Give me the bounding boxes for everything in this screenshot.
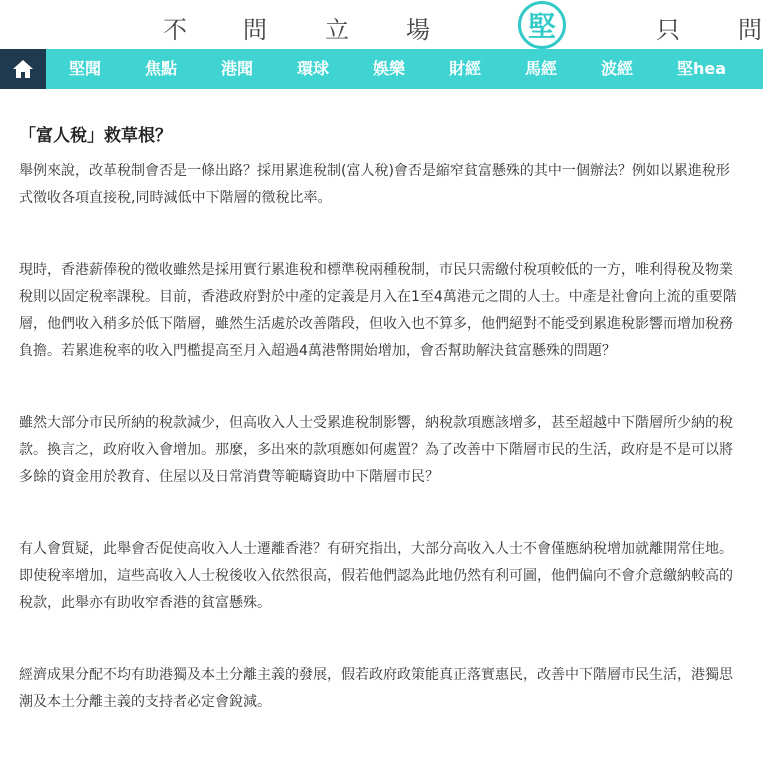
slogan-char: 場 [406,16,430,44]
article-paragraph: 有人會質疑，此舉會否促使高收入人士遷離香港？有研究指出，大部分高收入人士不會僅應納稅增加就離開常住地。即使稅率增加，這些高收入人士稅後收入依然很高，假若他們認為此地仍然有利可圖，他們偏向不會介意繳納較高的稅款，此舉亦有助收窄香港的貧富懸殊。 [19,541,733,611]
main-nav [0,49,763,89]
nav-item-racing[interactable]: 馬經 [525,59,558,78]
nav-item-kin-hea[interactable]: 堅hea [677,59,727,78]
slogan-char: 問 [738,16,762,44]
nav-item-focus[interactable]: 焦點 [145,59,178,78]
article-body [19,124,743,716]
article-section-title: 「富人稅」救草根？ [19,126,172,146]
slogan-char: 問 [243,16,267,44]
slogan-char: 不 [163,16,187,44]
nav-item-kin-news[interactable]: 堅聞 [69,59,102,78]
home-button[interactable] [0,49,46,89]
slogan-char: 只 [656,16,680,44]
nav-item-entertainment[interactable]: 娛樂 [373,59,406,78]
nav-item-world[interactable]: 環球 [297,59,330,78]
slogan-char: 立 [325,16,349,44]
article-paragraph: 舉例來說，改革稅制會否是一條出路？採用累進稅制(富人稅)會否是縮窄貧富懸殊的其中一個辦法？例如以累進稅形式徵收各項直接稅,同時減低中下階層的徵稅比率。 [19,163,730,206]
site-header [0,0,763,48]
site-logo[interactable] [518,1,566,49]
article-paragraph: 現時，香港薪俸稅的徵收雖然是採用實行累進稅和標準稅兩種稅制，市民只需繳付稅項較低的一方，唯利得稅及物業稅則以固定稅率課稅。目前，香港政府對於中產的定義是月入在1至4萬港元之間的人士。中產是社會向上流的重要階層，他們收入稍多於低下階層，雖然生活處於改善階段，但收入也不算多，他們絕對不能受到累進稅影響而增加稅務負擔。若累進稅率的收入門檻提高至月入超過4萬港幣開始增加，會否幫助解決貧富懸殊的問題？ [19,262,737,359]
article-paragraph: 雖然大部分市民所納的稅款減少，但高收入人士受累進稅制影響，納稅款項應該增多，甚至超越中下階層所少納的稅款。換言之，政府收入會增加。那麼，多出來的款項應如何處置？為了改善中下階層市民的生活，政府是不是可以將多餘的資金用於教育、住屋以及日常消費等範疇資助中下階層市民？ [19,415,733,485]
nav-item-football[interactable]: 波經 [601,59,634,78]
logo-text: 堅 [527,10,556,43]
nav-item-local[interactable]: 港聞 [221,59,254,78]
nav-item-finance[interactable]: 財經 [449,59,482,78]
article-paragraph: 經濟成果分配不均有助港獨及本土分離主義的發展，假若政府政策能真正落實惠民，改善中下階層市民生活，港獨思潮及本土分離主義的支持者必定會銳減。 [19,667,733,710]
home-icon [12,59,34,79]
